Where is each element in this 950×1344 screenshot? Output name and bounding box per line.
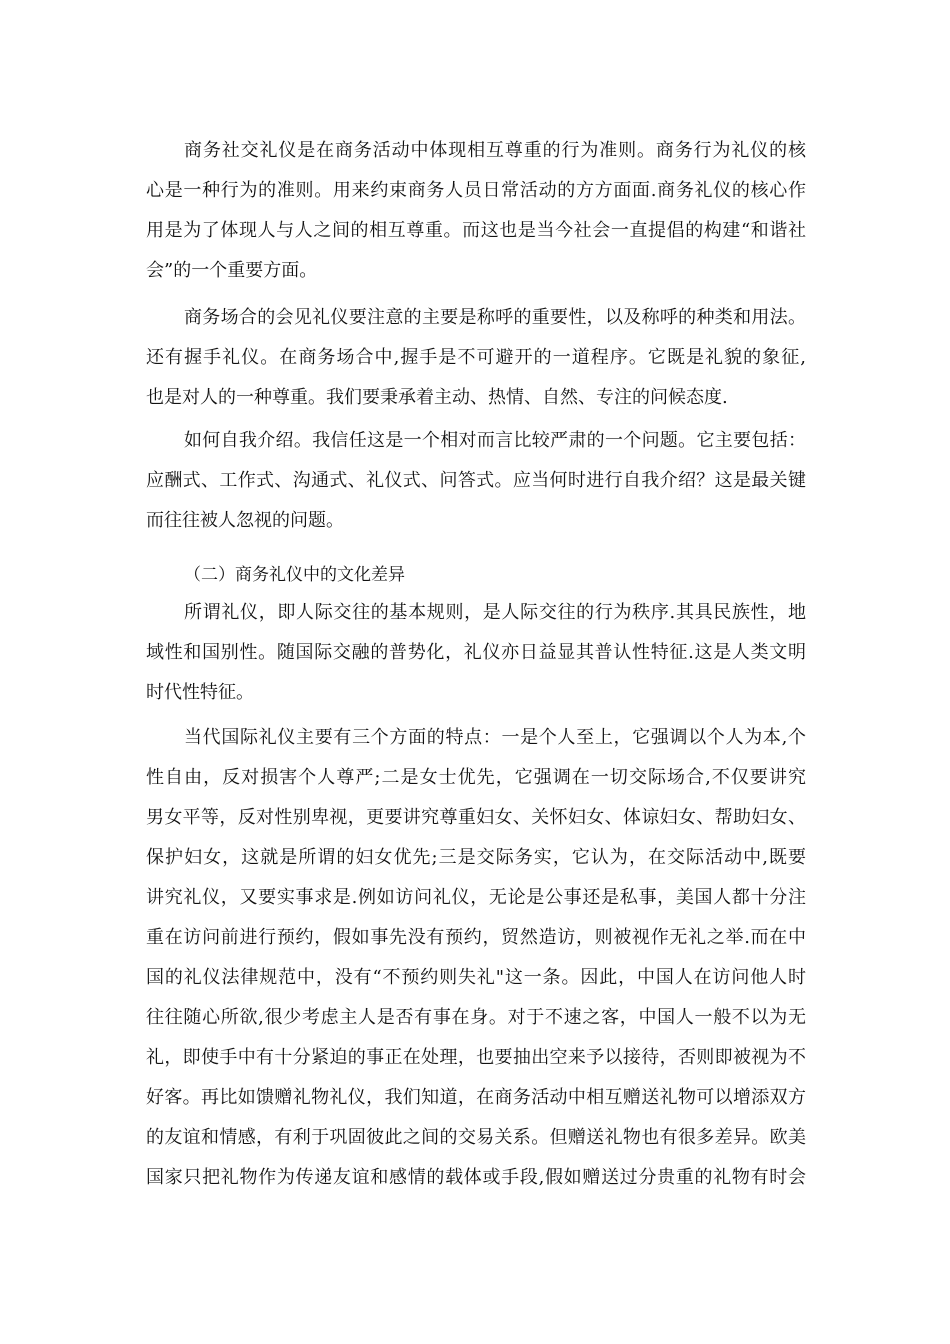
text-line: 应酬式、工作式、沟通式、礼仪式、问答式。应当何时进行自我介绍？这是最关键 [146,470,806,491]
text-line: 重在访问前进行预约，假如事先没有预约，贸然造访，则被视作无礼之举.而在中 [146,927,806,948]
text-line: 国的礼仪法律规范中，没有“不预约则失礼"这一条。因此，中国人在访问他人时 [146,967,806,988]
text-line: 商务社交礼仪是在商务活动中体现相互尊重的行为准则。商务行为礼仪的核 [184,140,806,161]
paragraph-etiquette-definition [146,593,806,713]
text-line: 还有握手礼仪。在商务场合中,握手是不可避开的一道程序。它既是礼貌的象征, [146,347,806,368]
text-line: 所谓礼仪，即人际交往的基本规则，是人际交往的行为秩序.其具民族性，地 [184,602,806,623]
text-line: 讲究礼仪，又要实事求是.例如访问礼仪，无论是公事还是私事，美国人都十分注 [146,887,806,908]
text-line: 好客。再比如馈赠礼物礼仪，我们知道，在商务活动中相互赠送礼物可以增添双方 [146,1087,806,1108]
text-line: 如何自我介绍。我信任这是一个相对而言比较严肃的一个问题。它主要包括： [184,430,806,451]
text-line: 的友谊和情感，有利于巩固彼此之间的交易关系。但赠送礼物也有很多差异。欧美 [146,1127,806,1148]
text-line: 商务场合的会见礼仪要注意的主要是称呼的重要性，以及称呼的种类和用法。 [184,307,806,328]
paragraph-international-etiquette [146,718,806,1198]
text-line: 域性和国别性。随国际交融的普势化，礼仪亦日益显其普认性特征.这是人类文明 [146,642,806,663]
text-line: 会”的一个重要方面。 [146,260,318,281]
text-line: 时代性特征。 [146,682,254,703]
paragraph-business-etiquette-intro [146,131,806,291]
text-line: 性自由，反对损害个人尊严;二是女士优先，它强调在一切交际场合,不仅要讲究 [146,767,806,788]
text-line: 而往往被人忽视的问题。 [146,510,344,531]
text-line: 用是为了体现人与人之间的相互尊重。而这也是当今社会一直提倡的构建“和谐社 [146,220,806,241]
text-line: 男女平等，反对性别卑视，更要讲究尊重妇女、关怀妇女、体谅妇女、帮助妇女、 [146,807,806,828]
text-line: 也是对人的一种尊重。我们要秉承着主动、热情、自然、专注的问候态度. [146,387,728,408]
text-line: 心是一种行为的准则。用来约束商务人员日常活动的方方面面.商务礼仪的核心作 [146,180,806,201]
text-line: 往往随心所欲,很少考虑主人是否有事在身。对于不速之客，中国人一般不以为无 [146,1007,806,1028]
section-heading: （二）商务礼仪中的文化差异 [184,565,405,585]
paragraph-meeting-etiquette [146,298,806,418]
paragraph-self-introduction [146,421,806,541]
text-line: 当代国际礼仪主要有三个方面的特点：一是个人至上，它强调以个人为本,个 [184,727,806,748]
text-line: 保护妇女，这就是所谓的妇女优先;三是交际务实，它认为，在交际活动中,既要 [146,847,806,868]
text-line: 礼，即使手中有十分紧迫的事正在处理，也要抽出空来予以接待，否则即被视为不 [146,1047,806,1068]
text-line: 国家只把礼物作为传递友谊和感情的载体或手段,假如赠送过分贵重的礼物有时会 [146,1167,806,1188]
